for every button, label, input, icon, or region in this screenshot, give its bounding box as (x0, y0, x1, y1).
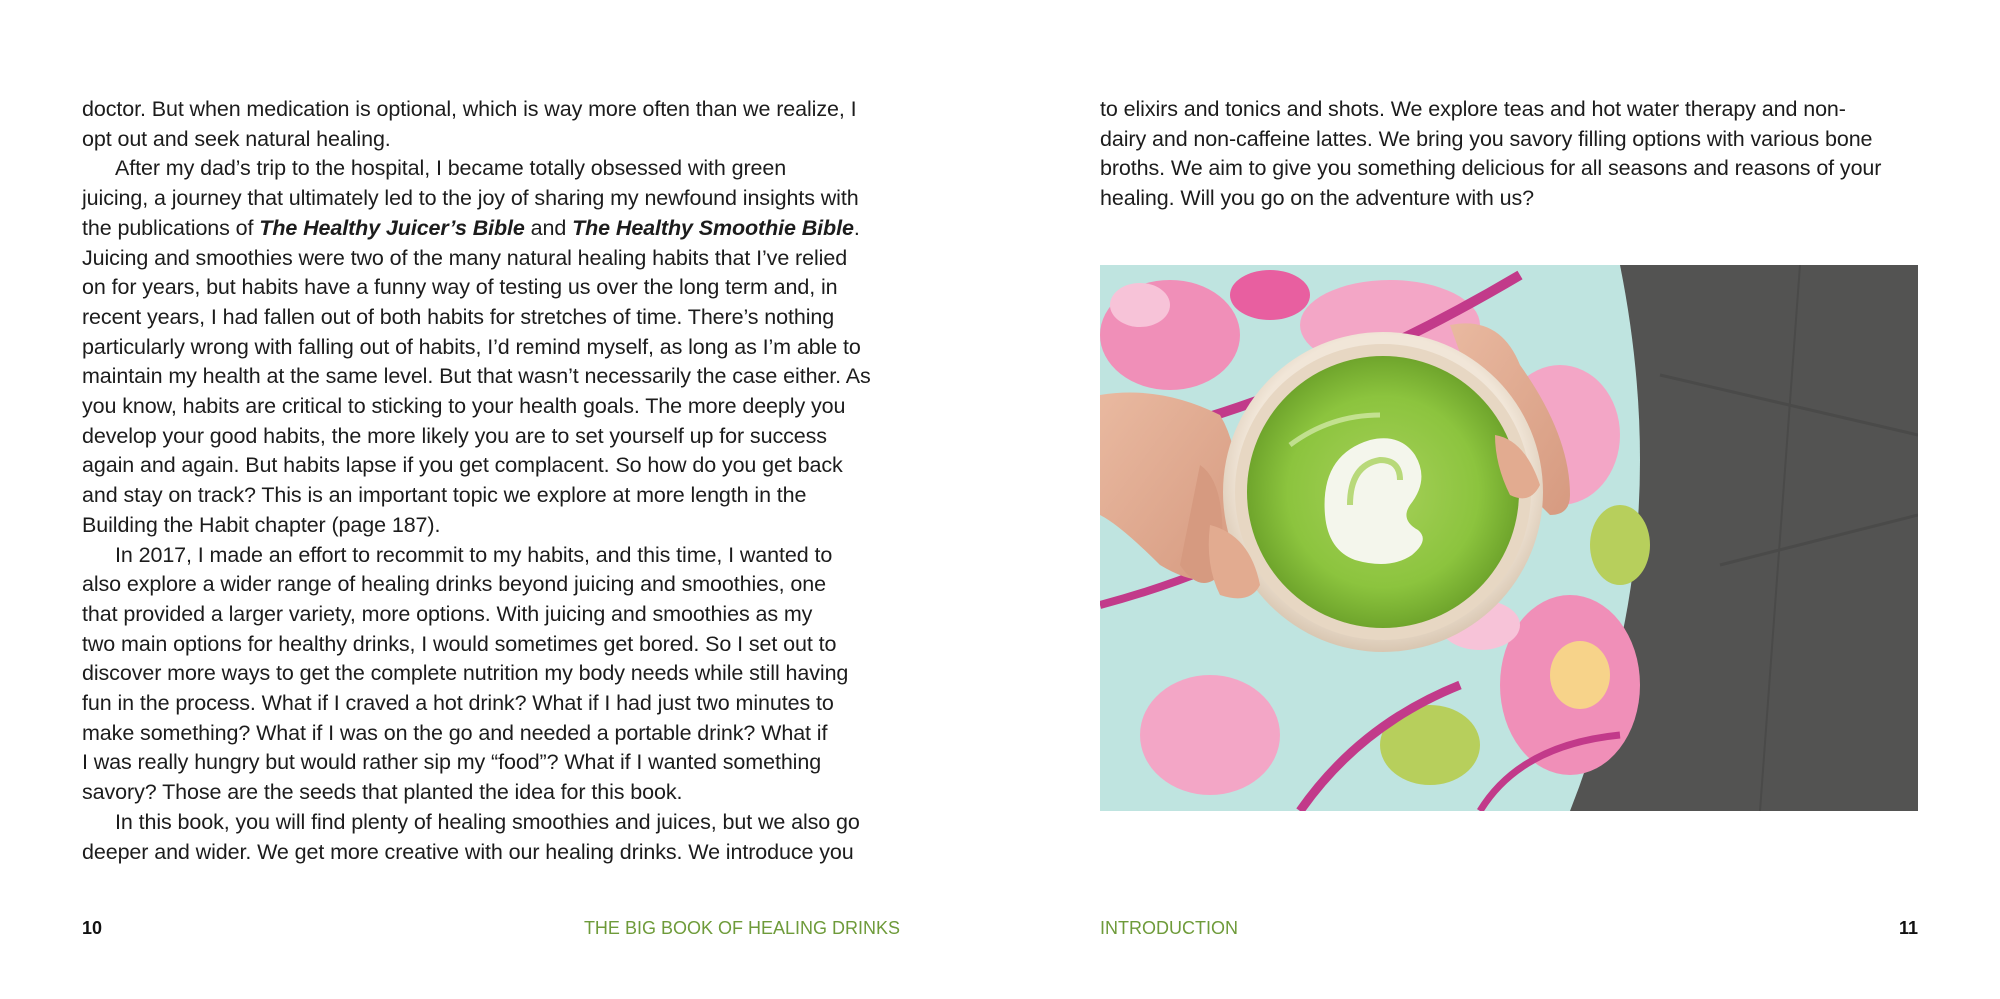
text-line: juicing, a journey that ultimately led to the joy of sharing my newfound insights with (82, 186, 859, 211)
text-fragment: and (524, 215, 573, 240)
text-line: develop your good habits, the more likely you are to set yourself up for success (82, 423, 827, 448)
text-line: Building the Habit chapter (page 187). (82, 512, 441, 537)
book-title: The Healthy Juicer’s Bible (259, 215, 525, 240)
text-line: fun in the process. What if I craved a hot drink? What if I had just two minutes to (82, 691, 834, 716)
text-line: opt out and seek natural healing. (82, 126, 391, 151)
matcha-latte-photo (1100, 265, 1918, 811)
text-line: again and again. But habits lapse if you get complacent. So how do you get back (82, 453, 843, 478)
text-line: healing. Will you go on the adventure with us? (1100, 186, 1535, 211)
text-line: and stay on track? This is an important topic we explore at more length in the (82, 483, 807, 508)
page-number-right: 11 (1898, 918, 1918, 938)
text-line: on for years, but habits have a funny way of testing us over the long term and, in (82, 275, 838, 300)
text-line: recent years, I had fallen out of both habits for stretches of time. There’s nothing (82, 304, 835, 329)
book-title: The Healthy Smoothie Bible (572, 215, 854, 240)
text-line: two main options for healthy drinks, I would sometimes get bored. So I set out to (82, 631, 837, 656)
text-line: doctor. But when medication is optional, which is way more often than we realize, I (82, 97, 857, 121)
text-line: Juicing and smoothies were two of the many natural healing habits that I’ve relied (82, 245, 848, 270)
left-body-text (82, 95, 912, 867)
text-fragment: the publications of (82, 215, 260, 240)
text-line: In 2017, I made an effort to recommit to my habits, and this time, I wanted to (115, 542, 833, 567)
text-line: you know, habits are critical to sticking to your health goals. The more deeply you (82, 394, 846, 419)
text-line: deeper and wider. We get more creative with our healing drinks. We introduce you (82, 839, 854, 864)
text-line: In this book, you will find plenty of healing smoothies and juices, but we also go (115, 809, 860, 834)
right-page (1000, 0, 2000, 999)
text-fragment: . (853, 215, 860, 240)
text-line: make something? What if I was on the go and needed a portable drink? What if (82, 720, 828, 745)
text-line: broths. We aim to give you something delicious for all seasons and reasons of your (1100, 156, 1882, 181)
text-line: I was really hungry but would rather sip my “food”? What if I wanted something (82, 750, 822, 775)
text-line: dairy and non-caffeine lattes. We bring you savory filling options with various bone (1100, 126, 1873, 151)
text-line: discover more ways to get the complete nutrition my body needs while still having (82, 661, 849, 686)
text-line: that provided a larger variety, more options. With juicing and smoothies as my (82, 601, 813, 626)
running-head-left: THE BIG BOOK OF HEALING DRINKS (583, 918, 900, 938)
text-line: also explore a wider range of healing drinks beyond juicing and smoothies, one (82, 572, 826, 597)
text-line: After my dad’s trip to the hospital, I became totally obsessed with green (115, 156, 787, 181)
text-line: savory? Those are the seeds that planted the idea for this book. (82, 780, 683, 805)
running-head-right: INTRODUCTION (1100, 918, 1238, 938)
right-body-text (1100, 95, 1930, 214)
text-line-with-titles (82, 214, 912, 244)
text-line: particularly wrong with falling out of habits, I’d remind myself, as long as I’m able to (82, 334, 861, 359)
page-number-left: 10 (82, 918, 103, 938)
text-line: to elixirs and tonics and shots. We explore teas and hot water therapy and non- (1100, 97, 1846, 121)
text-line: maintain my health at the same level. But that wasn’t necessarily the case either. As (82, 364, 871, 389)
